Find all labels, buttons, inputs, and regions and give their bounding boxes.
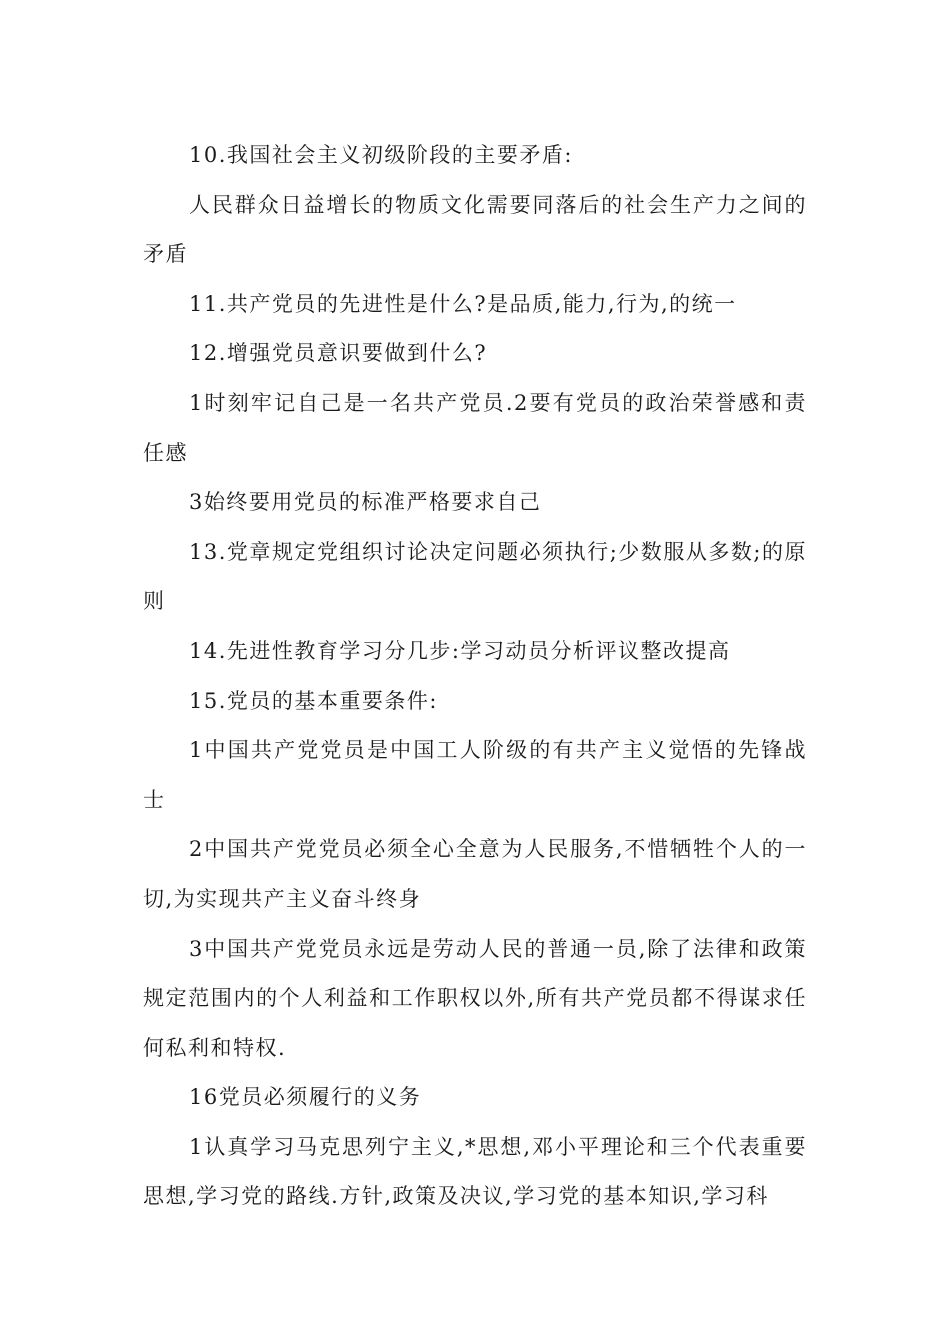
paragraph-q11: 11.共产党员的先进性是什么?是品质,能力,行为,的统一 — [189, 291, 737, 316]
paragraph-q13: 13.党章规定党组织讨论决定问题必须执行;少数服从多数;的原则 — [143, 539, 807, 614]
paragraph-q15: 15.党员的基本重要条件: — [189, 688, 438, 713]
paragraph-q15-item-2: 2中国共产党党员必须全心全意为人民服务,不惜牺牲个人的一切,为实现共产主义奋斗终身 — [143, 837, 807, 911]
paragraph-q16: 16党员必须履行的义务 — [189, 1085, 422, 1110]
paragraph-q12-answer-1-2: 1时刻牢记自己是一名共产党员.2要有党员的政治荣誉感和责任感 — [143, 390, 807, 465]
paragraph-q10-answer: 人民群众日益增长的物质文化需要同落后的社会生产力之间的矛盾 — [143, 192, 807, 267]
paragraph-q15-item-3: 3中国共产党党员永远是劳动人民的普通一员,除了法律和政策规定范围内的个人利益和工作职权以外,所有共产党员都不得谋求任何私利和特权. — [143, 936, 807, 1060]
paragraph-q16-item-1: 1认真学习马克思列宁主义,*思想,邓小平理论和三个代表重要思想,学习党的路线.方针,政策及决议,学习党的基本知识,学习科 — [143, 1134, 807, 1209]
paragraph-q15-item-1: 1中国共产党党员是中国工人阶级的有共产主义觉悟的先锋战士 — [143, 738, 807, 812]
paragraph-q12-answer-3: 3始终要用党员的标准严格要求自己 — [189, 490, 542, 515]
document-body — [143, 131, 807, 1222]
paragraph-q14: 14.先进性教育学习分几步:学习动员分析评议整改提高 — [189, 638, 731, 663]
paragraph-q12: 12.增强党员意识要做到什么? — [189, 341, 488, 366]
paragraph-q10: 10.我国社会主义初级阶段的主要矛盾: — [189, 143, 573, 167]
